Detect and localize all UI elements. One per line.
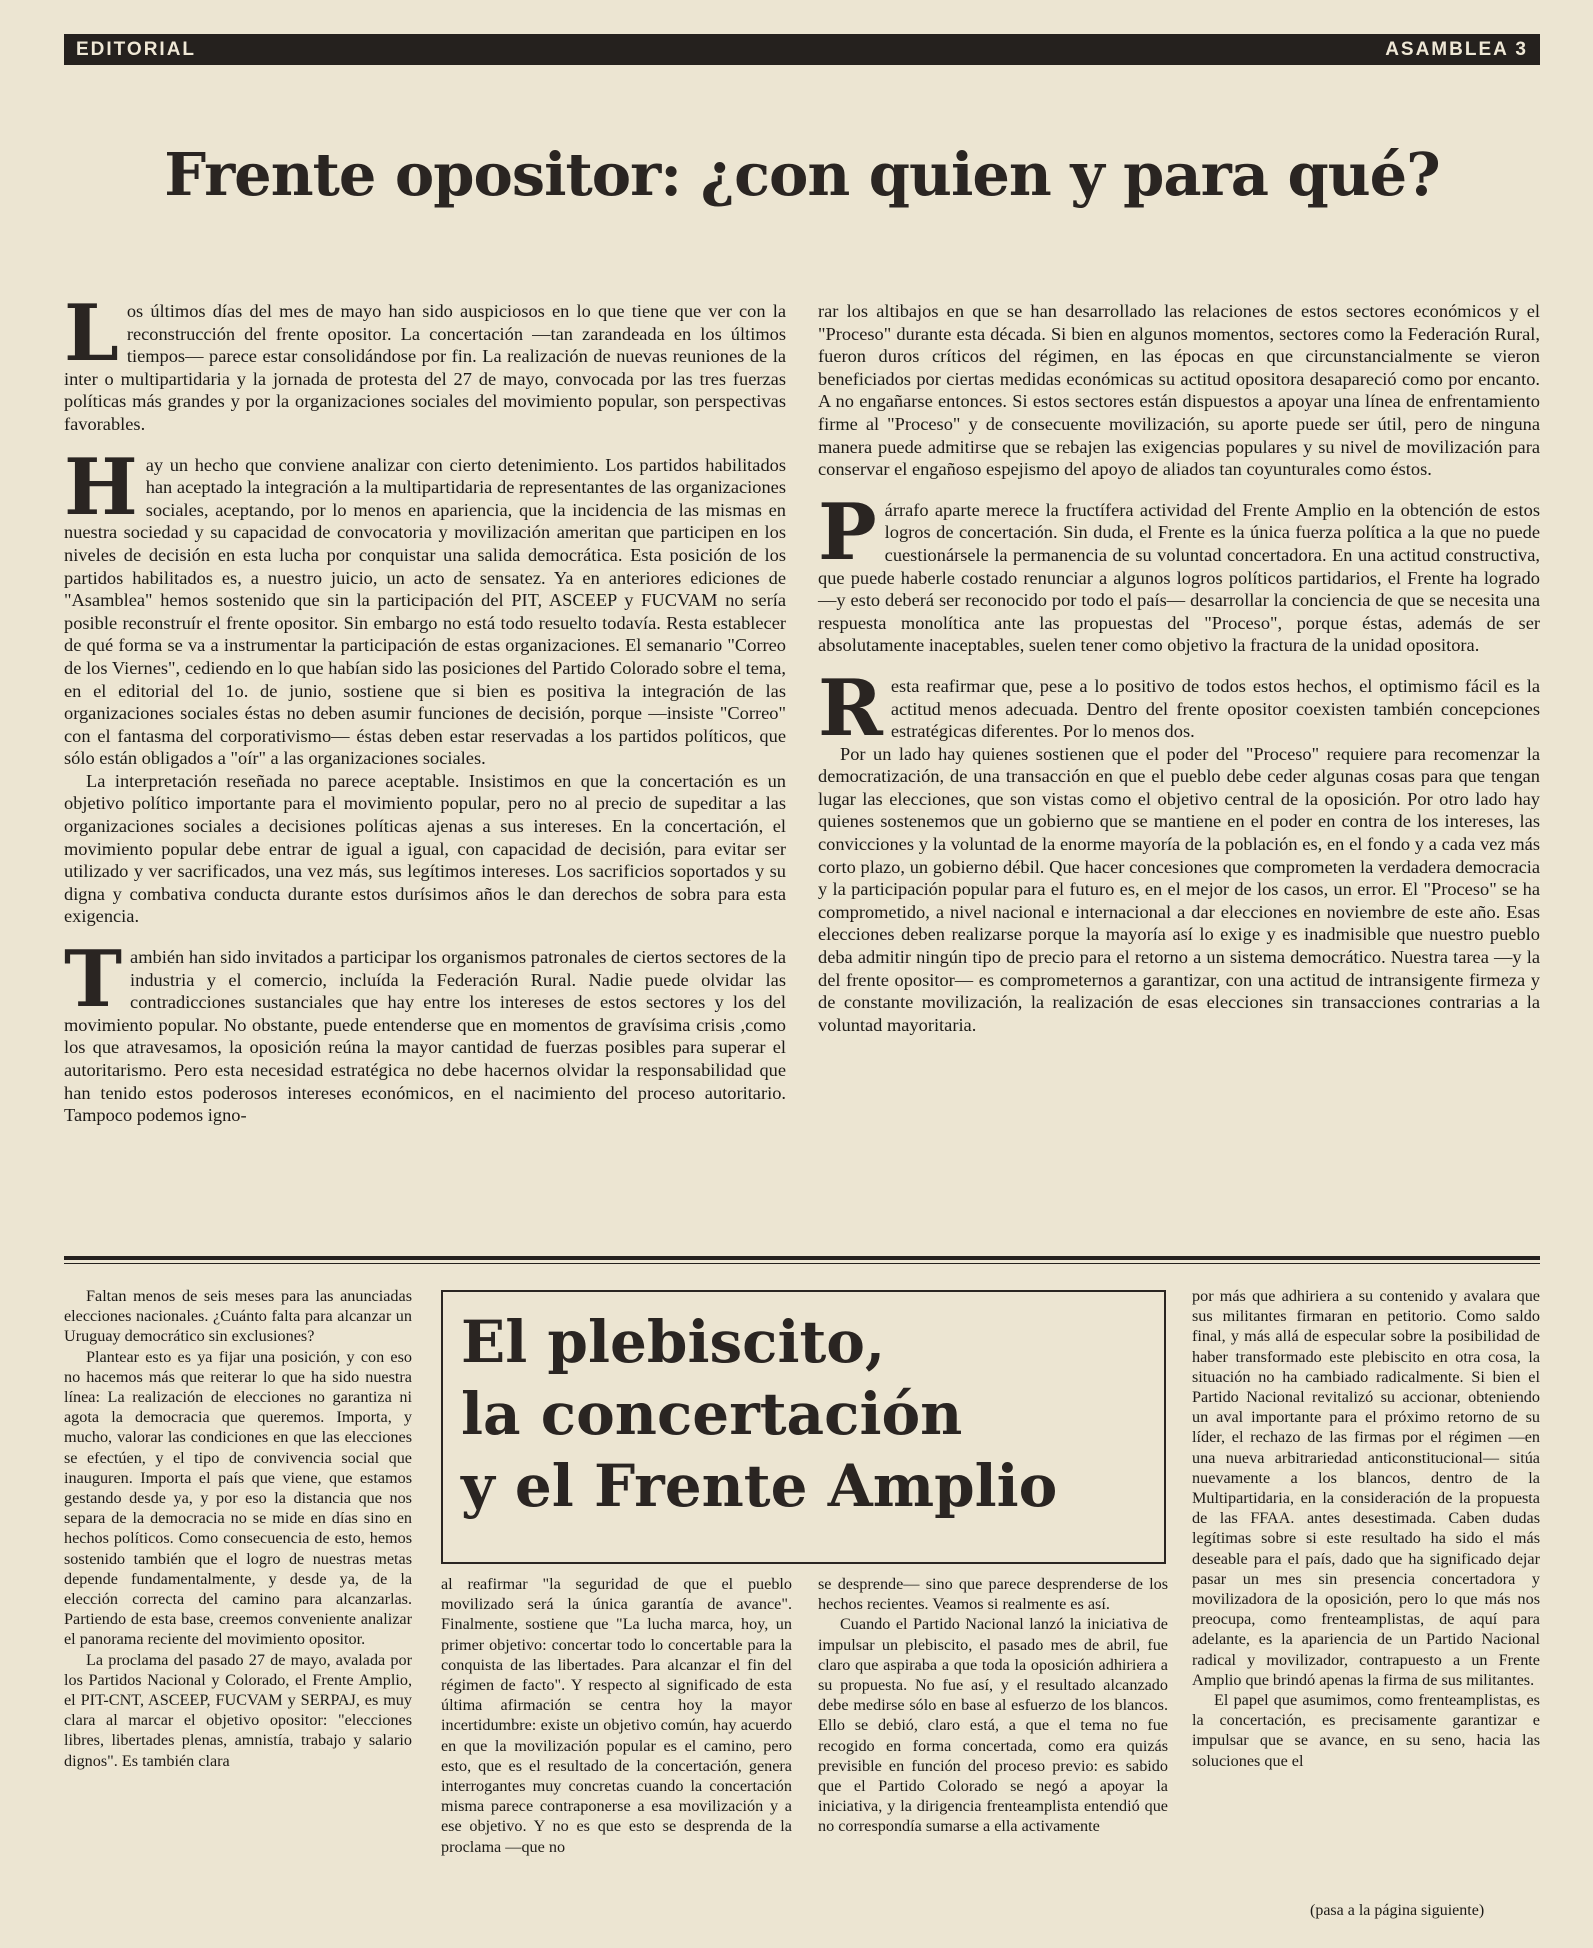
drop-cap: P (818, 486, 877, 578)
paragraph: También han sido invitados a participar los organismos patronales de ciertos sectores de la industria y el comercio, incluída la Federación Rural. Nadie puede olvidar las contradicciones sustanciales que hay entre los intereses de estos sectores y los del movimiento popular. No obstante, puede entenderse que en momentos de gravísima crisis ,como los que atravesamos, la oposición reúna la mayor cantidad de fuerzas posibles para superar el autoritarismo. Pero esta necesidad estratégica no debe hacernos olvidar la responsabilidad que han tenido estos poderosos intereses económicos, en el nacimiento del proceso autoritario. Tampoco podemos igno- (64, 934, 786, 1126)
drop-cap: H (64, 441, 138, 533)
main-article-right-column (818, 300, 1540, 1036)
paragraph: Resta reafirmar que, pese a lo positivo de todos estos hechos, el optimismo fácil es la actitud menos adecuada. Dentro del frente opositor coexisten también concepciones estratégicas diferentes. Por lo menos dos. (818, 662, 1540, 754)
second-article-title: El plebiscito, la concertación y el Frente Amplio (461, 1308, 1058, 1520)
drop-cap: R (818, 662, 883, 754)
paragraph: por más que adhiriera a su contenido y avalara que sus militantes firmaran en petitorio. Como saldo final, y más allá de especular sobre la posibilidad de haber transformado este plebiscito en otra cosa, la situación no ha cambiado radicalmente. Si bien el Partido Nacional revitalizó su accionar, obteniendo un aval importante para el próximo retorno de su líder, el rechazo de las firmas por el régimen —en una nueva arbitrariedad anticonstitucional— sitúa nuevamente a los blancos, dentro de la Multipartidaria, en la consideración de la propuesta de las FFAA. antes desestimada. Caben dudas legítimas sobre si este resultado ha sido el más deseable para el país, dado que ha significado dejar pasar un mes sin presencia concertadora y movilizadora de la oposición, pero lo que más nos preocupa, como frenteamplistas, de aquí para adelante, es la apariencia de un Partido Nacional radical y movilizador, contrapuesto a un Frente Amplio que brindó apenas la firma de sus militantes. (1192, 1287, 1540, 1689)
paragraph: al reafirmar "la seguridad de que el pueblo movilizado será la única garantía de avance". Finalmente, sostiene que "La lucha marca, hoy, un primer objetivo: concertar todo lo concertable para la conquista de las libertades. Para alcanzar el fin del régimen de facto". Y respecto al significado de esta última afirmación se centra hoy la mayor incertidumbre: existe un objetivo común, hay acuerdo en que la movilización popular es el camino, pero esto, que es el resultado de la concertación, genera interrogantes muy concretas cuando la concertación misma parece contraponerse a esa movilización y a ese objetivo. Y no es que esto se desprenda de la proclama —que no (441, 1575, 792, 1856)
second-article-title-box (441, 1290, 1166, 1564)
paragraph: El papel que asumimos, como frenteamplistas, es la concertación, es precisamente garantizar e impulsar que se avance, en su seno, hacia las soluciones que el (1192, 1691, 1540, 1770)
paragraph: Por un lado hay quienes sostienen que el poder del "Proceso" requiere para recomenzar la democratización, de una transacción en que el pueblo debe ceder algunas cosas para que tengan lugar las elecciones, que son vistas como el objetivo central de la oposición. Por otro lado hay quienes sostenemos que un gobierno que se mantiene en el poder en contra de los intereses, las convicciones y la voluntad de la enorme mayoría de la población es, en el fondo y a cada vez más corto plazo, un gobierno débil. Que hacer concesiones que comprometen la verdadera democracia y la participación popular para el futuro es, en el mejor de los casos, un error. El "Proceso" se ha comprometido, a nivel nacional e internacional a dar elecciones en noviembre de este año. Esas elecciones deben realizarse porque la mayoría así lo exige y es inadmisible que nuestro pueblo deba admitir ningún tipo de precio para el retorno a un sistema democrático. Nuestra tarea —y la del frente opositor— es comprometernos a garantizar, con una actitud de intransigente firmeza y de constante movilización, la realización de esas elecciones sin transacciones contrarias a la voluntad mayoritaria. (818, 743, 1540, 1035)
paragraph: Hay un hecho que conviene analizar con cierto detenimiento. Los partidos habilitados han aceptado la integración a la multipartidaria de representantes de las organizaciones sociales, aceptando, por lo menos en apariencia, que la incidencia de las mismas en nuestra sociedad y su capacidad de convocatoria y movilización ameritan que participen en los niveles de decisión en esta lucha por conquistar una salida democrática. Esta posición de los partidos habilitados es, a nuestro juicio, un acto de sensatez. Ya en anteriores ediciones de "Asamblea" hemos sostenido que sin la participación del PIT, ASCEEP y FUCVAM no sería posible reconstruír el frente opositor. Sin embargo no está todo resuelto todavía. Resta establecer de qué forma se va a instrumentar la participación de estas organizaciones. El semanario "Correo de los Viernes", cediendo en lo que habían sido las posiciones del Partido Colorado sobre el tema, en el editorial del 1o. de junio, sostiene que si bien es positiva la integración de las organizaciones sociales éstas no deben asumir funciones de decisión, porque —insiste "Correo" con el fantasma del corporativismo— éstas deben estar reservadas a los partidos políticos, que sólo están obligados a "oír" a las organizaciones sociales. (64, 441, 786, 769)
paragraph: Párrafo aparte merece la fructífera actividad del Frente Amplio en la obtención de estos logros de concertación. Sin duda, el Frente es la única fuerza política a la que no puede cuestionársele la permanencia de su voluntad concertadora. En una actitud constructiva, que puede haberle costado renunciar a algunos logros políticos partidarios, el Frente ha logrado —y esto deberá ser reconocido por todo el país— desarrollar la conciencia de que se necesita una respuesta monolítica ante las propuestas del "Proceso", porque éstas, además de ser absolutamente inaceptables, suelen tener como objetivo la fractura de la unidad opositora. (818, 486, 1540, 656)
second-article-column-2 (441, 1574, 792, 1857)
main-article-left-column (64, 288, 786, 1127)
second-article-column-1 (64, 1286, 412, 1771)
paragraph: La interpretación reseñada no parece aceptable. Insistimos en que la concertación es un objetivo político importante para el movimiento popular, pero no al precio de supeditar a las organizaciones sociales a decisiones políticas ajenas a sus intereses. En la concertación, el movimiento popular debe entrar de igual a igual, con capacidad de decisión, para evitar ser utilizado y ver sacrificados, una vez más, sus legítimos intereses. Los sacrificios soportados y su digna y combativa conducta durante estos durísimos años le dan derechos de sobra para esta exigencia. (64, 770, 786, 927)
paragraph: rar los altibajos en que se han desarrollado las relaciones de estos sectores económicos y el "Proceso" durante esta década. Si bien en algunos momentos, sectores como la Federación Rural, fueron duros críticos del régimen, en las épocas en que circunstancialmente se vieron beneficiados por ciertas medidas económicas su actitud opositora desapareció como por encanto. A no engañarse entonces. Si estos sectores están dispuestos a apoyar una línea de enfrentamiento firme al "Proceso" y de consecuente movilización, su aporte puede ser útil, pero de ninguna manera puede admitirse que se rebajen las exigencias populares y su nivel de movilización para conservar el engañoso espejismo del apoyo de aliados tan coyunturales como éstos. (818, 301, 1540, 480)
second-article-column-4 (1192, 1286, 1540, 1771)
publication-page-label: ASAMBLEA 3 (1385, 38, 1528, 60)
section-label: EDITORIAL (76, 38, 197, 60)
continued-note: (pasa a la página siguiente) (1310, 1902, 1485, 1919)
section-header-bar (64, 34, 1540, 65)
paragraph: Los últimos días del mes de mayo han sido auspiciosos en lo que tiene que ver con la reconstrucción del frente opositor. La concertación —tan zarandeada en los últimos tiempos— parece estar consolidándose por fin. La realización de nuevas reuniones de la inter o multipartidaria y la jornada de protesta del 27 de mayo, convocada por las tres fuerzas políticas más grandes y por la organizaciones sociales del movimiento popular, son perspectivas favorables. (64, 288, 786, 434)
drop-cap: T (64, 934, 123, 1026)
paragraph: Plantear esto es ya fijar una posición, y con eso no hacemos más que reiterar lo que ha sido nuestra línea: La realización de elecciones no garantiza ni agota la democracia que queremos. Importa, y mucho, valorar las condiciones en que las elecciones se efectúen, y el tipo de convivencia social que inauguren. Importa el país que viene, que estamos gestando desde ya, y por eso la distancia que nos separa de la democracia no se mide en días sino en hechos políticos. Como consecuencia de esto, hemos sostenido también que el logro de nuestras metas depende fundamentalmente, y desde ya, de la elección correcta del camino para alcanzarlas. Partiendo de esta base, creemos conveniente analizar el panorama reciente del movimiento opositor. (64, 1347, 412, 1649)
second-article-column-3 (818, 1574, 1168, 1837)
paragraph: se desprende— sino que parece desprenderse de los hechos recientes. Veamos si realmente es así. (818, 1575, 1168, 1614)
paragraph: Faltan menos de seis meses para las anunciadas elecciones nacionales. ¿Cuánto falta para alcanzar un Uruguay democrático sin exclusiones? (64, 1287, 412, 1346)
drop-cap: L (64, 288, 119, 379)
section-divider (64, 1256, 1540, 1260)
main-article-title: Frente opositor: ¿con quien y para qué? (164, 140, 1440, 209)
paragraph: Cuando el Partido Nacional lanzó la iniciativa de impulsar un plebiscito, el pasado mes de abril, fue claro que aspiraba a que toda la oposición adhiriera a su propuesta. No fue así, y el resultado alcanzado debe medirse sólo en base al esfuerzo de los blancos. Ello se debió, claro está, a que el tema no fue recogido en forma concertada, como era quizás previsible en función del proceso previo: es sabido que el Partido Colorado se negó a apoyar la iniciativa, y la dirigencia frenteamplista entendió que no correspondía sumarse a ella activamente (818, 1615, 1168, 1836)
paragraph: La proclama del pasado 27 de mayo, avalada por los Partidos Nacional y Colorado, el Frente Amplio, el PIT-CNT, ASCEEP, FUCVAM y SERPAJ, es muy clara al marcar el objetivo opositor: "elecciones libres, libertades plenas, amnistía, trabajo y salario dignos". Es también clara (64, 1650, 412, 1770)
